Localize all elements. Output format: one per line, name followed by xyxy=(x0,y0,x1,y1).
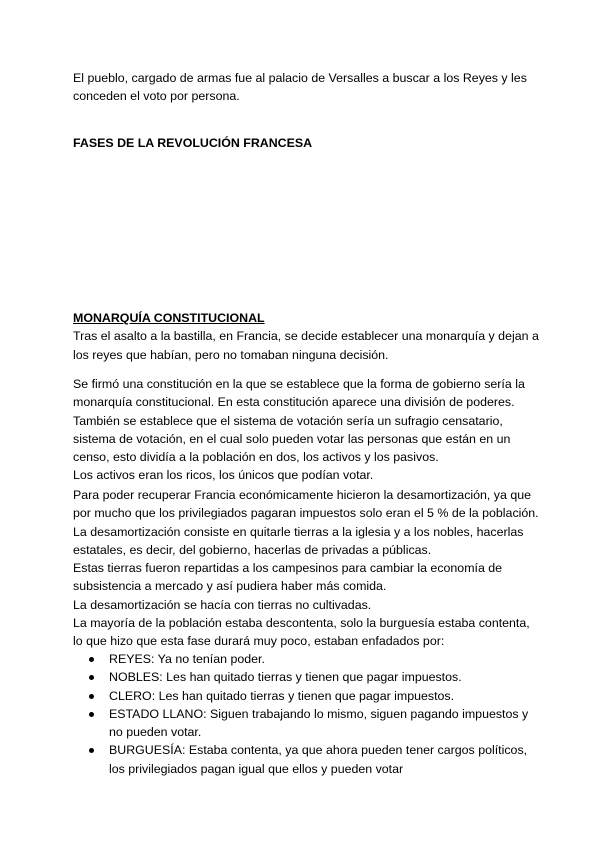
text-line: BURGUESÍA: Estaba contenta, ya que ahora pueden tener cargos políticos, xyxy=(109,743,528,758)
text-line: no pueden votar. xyxy=(109,725,202,740)
text-line: ESTADO LLANO: Siguen trabajando lo mismo, siguen pagando impuestos y xyxy=(109,706,529,721)
text-line: El pueblo, cargado de armas fue al palacio de Versalles a buscar a los Reyes y les xyxy=(73,71,527,85)
paragraph-descontento xyxy=(73,614,543,651)
text-line: También se establece que el sistema de votación sería un sufragio censatario, xyxy=(73,413,503,428)
text-line: conceden el voto por persona. xyxy=(73,89,240,104)
text-line: Estas tierras fueron repartidas a los campesinos para cambiar la economía de xyxy=(73,561,503,576)
bullet-list-block xyxy=(73,650,543,778)
list-item xyxy=(73,741,543,778)
text-line: La desamortización se hacía con tierras no cultivadas. xyxy=(73,597,372,612)
text-line: La desamortización consiste en quitarle tierras a la iglesia y a los nobles, hacerlas xyxy=(73,524,524,539)
text-line: estatales, es decir, del gobierno, hacerlas de privadas a públicas. xyxy=(73,542,432,557)
intro-paragraph xyxy=(73,69,543,106)
list-item xyxy=(73,705,543,742)
text-line: CLERO: Les han quitado tierras y tienen que pagar impuestos. xyxy=(109,688,455,703)
text-line: REYES: Ya no tenían poder. xyxy=(109,652,265,666)
text-line: lo que hizo que esta fase durará muy poco, estaban enfadados por: xyxy=(73,634,445,649)
fases-heading-block xyxy=(73,134,543,152)
list-item xyxy=(73,668,543,686)
bullet-icon xyxy=(89,694,94,699)
bullet-icon xyxy=(89,712,94,717)
text-line: subsistencia a mercado y así pudiera haber más comida. xyxy=(73,579,387,594)
list-item xyxy=(73,687,543,705)
text-line: Tras el asalto a la bastilla, en Francia, se decide establecer una monarquía y dejan a xyxy=(73,329,539,344)
text-line: monarquía constitucional. En esta constitución aparece una división de poderes. xyxy=(73,395,515,410)
text-line: los reyes que habían, pero no tomaban ninguna decisión. xyxy=(73,347,389,362)
text-line: los privilegiados pagan igual que ellos y pueden votar xyxy=(109,761,404,776)
text-line: Para poder recuperar Francia económicamente hicieron la desamortización, ya que xyxy=(73,488,532,502)
text-line: NOBLES: Les han quitado tierras y tienen que pagar impuestos. xyxy=(109,670,462,685)
section-heading: FASES DE LA REVOLUCIÓN FRANCESA xyxy=(73,136,313,150)
text-line: censo, esto dividía a la población en dos, los activos y los pasivos. xyxy=(73,450,439,465)
text-line: sistema de votación, en el cual solo pueden votar las personas que están en un xyxy=(73,431,511,446)
paragraph-desamortizacion xyxy=(73,486,543,614)
bullet-list xyxy=(73,650,543,778)
text-line: por mucho que los privilegiados pagaran impuestos solo eran el 5 % de la población. xyxy=(73,506,539,521)
bullet-icon xyxy=(89,657,94,662)
subsection-heading: MONARQUÍA CONSTITUCIONAL xyxy=(73,311,265,325)
text-line: Los activos eran los ricos, los únicos que podían votar. xyxy=(73,468,374,483)
bullet-icon xyxy=(89,748,94,753)
list-item xyxy=(73,650,543,668)
bullet-icon xyxy=(89,675,94,680)
text-line: Se firmó una constitución en la que se establece que la forma de gobierno sería la xyxy=(73,377,525,391)
text-line: La mayoría de la población estaba descontenta, solo la burguesía estaba contenta, xyxy=(73,616,530,630)
monarquia-section xyxy=(73,309,543,364)
paragraph-constitucion xyxy=(73,375,543,485)
